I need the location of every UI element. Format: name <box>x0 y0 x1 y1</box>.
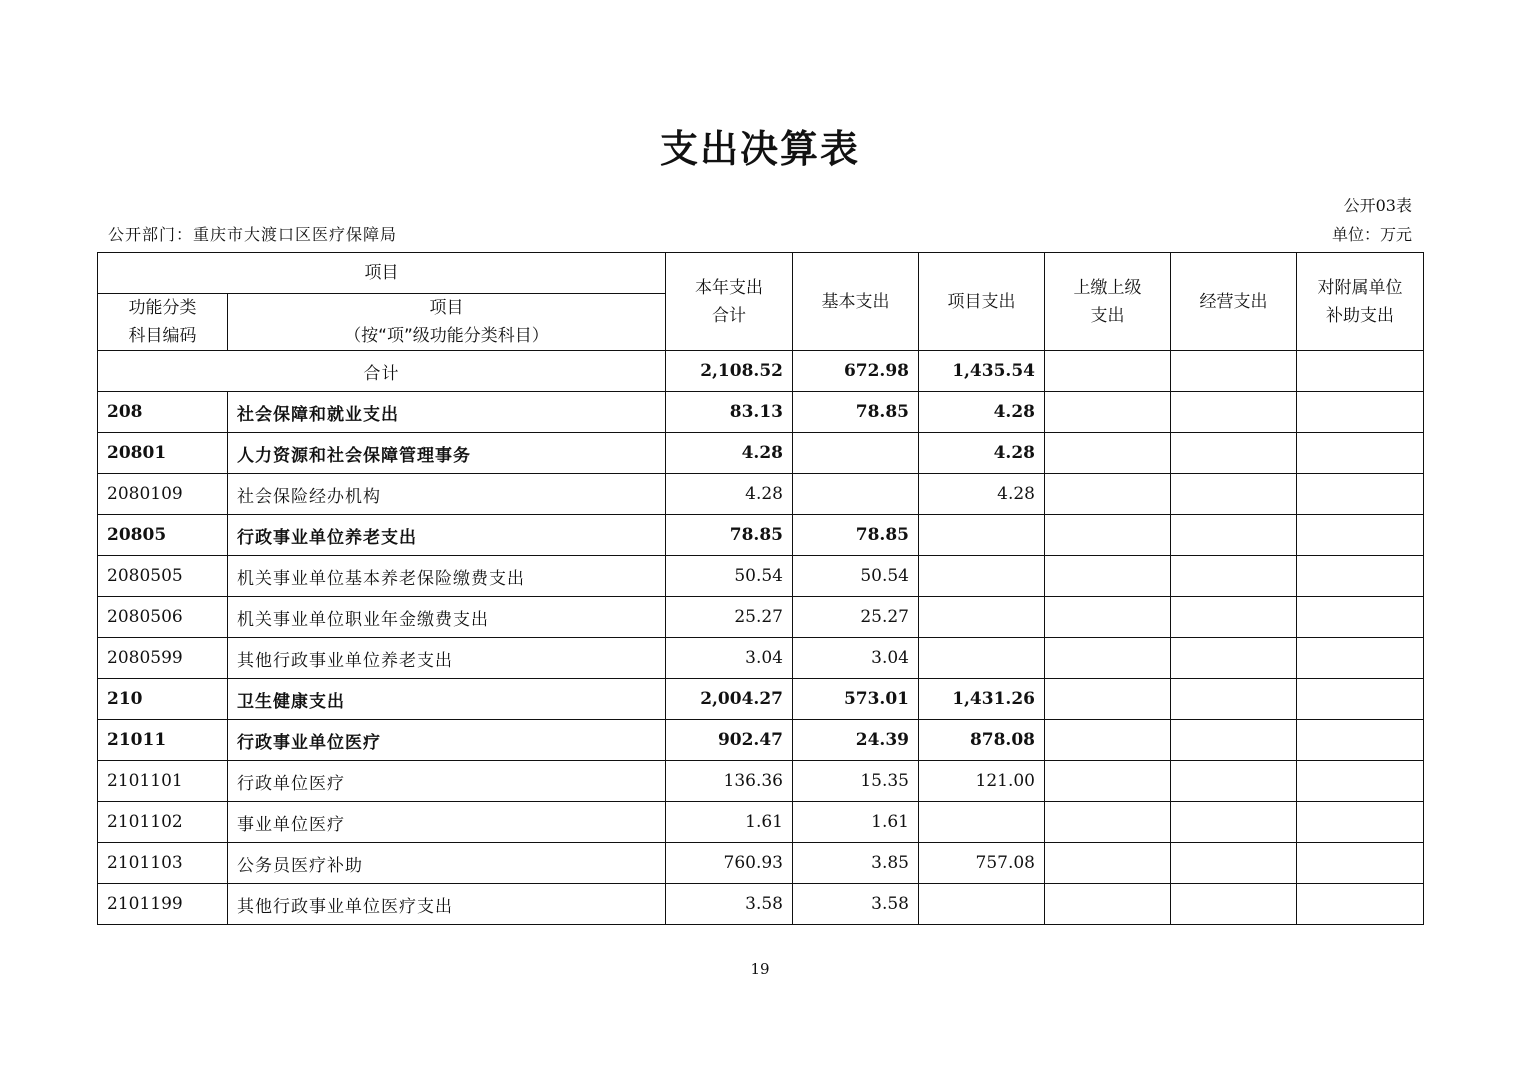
table-row <box>98 761 1424 802</box>
row-subsidy <box>1297 720 1424 761</box>
row-basic: 78.85 <box>793 515 919 556</box>
table-row <box>98 679 1424 720</box>
row-total: 902.47 <box>666 720 793 761</box>
row-name: 机关事业单位基本养老保险缴费支出 <box>228 556 666 597</box>
expenditure-table <box>97 252 1424 925</box>
row-total: 25.27 <box>666 597 793 638</box>
row-code: 210 <box>98 679 228 720</box>
table-row <box>98 638 1424 679</box>
row-name: 社会保障和就业支出 <box>228 392 666 433</box>
page-number: 19 <box>750 960 770 978</box>
row-name: 行政单位医疗 <box>228 761 666 802</box>
row-upper <box>1045 679 1171 720</box>
row-basic: 3.58 <box>793 884 919 925</box>
row-basic: 15.35 <box>793 761 919 802</box>
row-code: 208 <box>98 392 228 433</box>
table-row <box>98 802 1424 843</box>
total-project: 1,435.54 <box>919 351 1045 392</box>
row-upper <box>1045 474 1171 515</box>
row-upper <box>1045 638 1171 679</box>
row-operating <box>1171 515 1297 556</box>
row-basic: 25.27 <box>793 597 919 638</box>
row-project: 4.28 <box>919 474 1045 515</box>
total-upper <box>1045 351 1171 392</box>
row-subsidy <box>1297 843 1424 884</box>
row-total: 50.54 <box>666 556 793 597</box>
row-operating <box>1171 679 1297 720</box>
row-code: 2101199 <box>98 884 228 925</box>
total-row <box>98 351 1424 392</box>
row-basic: 1.61 <box>793 802 919 843</box>
row-code: 20805 <box>98 515 228 556</box>
header-name-line1: 项目 <box>429 298 464 318</box>
page-title: 支出决算表 <box>659 127 860 171</box>
row-project: 4.28 <box>919 392 1045 433</box>
row-subsidy <box>1297 884 1424 925</box>
row-basic <box>793 474 919 515</box>
row-total: 136.36 <box>666 761 793 802</box>
department-label: 公开部门：重庆市大渡口区医疗保障局 <box>108 225 398 244</box>
row-name: 其他行政事业单位医疗支出 <box>228 884 666 925</box>
header-item-group: 项目 <box>98 253 666 294</box>
row-project: 4.28 <box>919 433 1045 474</box>
row-total: 760.93 <box>666 843 793 884</box>
row-project <box>919 638 1045 679</box>
row-upper <box>1045 720 1171 761</box>
row-total: 1.61 <box>666 802 793 843</box>
row-total: 3.04 <box>666 638 793 679</box>
header-subsidy <box>1297 253 1424 351</box>
row-name: 人力资源和社会保障管理事务 <box>228 433 666 474</box>
row-code: 21011 <box>98 720 228 761</box>
header-subsidy-text: 对附属单位补助支出 <box>1317 277 1403 326</box>
header-code <box>98 294 228 351</box>
row-name: 机关事业单位职业年金缴费支出 <box>228 597 666 638</box>
header-upper <box>1045 253 1171 351</box>
header-upper-text: 上缴上级支出 <box>1073 277 1142 326</box>
row-operating <box>1171 597 1297 638</box>
row-code: 2080505 <box>98 556 228 597</box>
row-subsidy <box>1297 433 1424 474</box>
row-upper <box>1045 515 1171 556</box>
row-total: 4.28 <box>666 474 793 515</box>
form-number: 公开03表 <box>1343 196 1412 215</box>
row-subsidy <box>1297 515 1424 556</box>
row-project <box>919 556 1045 597</box>
row-basic: 3.85 <box>793 843 919 884</box>
header-total-text: 本年支出合计 <box>695 277 763 326</box>
row-subsidy <box>1297 802 1424 843</box>
row-total: 2,004.27 <box>666 679 793 720</box>
row-operating <box>1171 843 1297 884</box>
row-code: 2101101 <box>98 761 228 802</box>
row-project: 121.00 <box>919 761 1045 802</box>
header-total <box>666 253 793 351</box>
unit-label: 单位：万元 <box>1331 225 1412 244</box>
total-label: 合计 <box>98 351 666 392</box>
row-upper <box>1045 433 1171 474</box>
table-row <box>98 515 1424 556</box>
row-code: 2080599 <box>98 638 228 679</box>
total-amount: 2,108.52 <box>666 351 793 392</box>
row-code: 2101103 <box>98 843 228 884</box>
row-operating <box>1171 474 1297 515</box>
row-upper <box>1045 556 1171 597</box>
row-upper <box>1045 597 1171 638</box>
row-total: 3.58 <box>666 884 793 925</box>
row-basic <box>793 433 919 474</box>
row-subsidy <box>1297 597 1424 638</box>
row-total: 4.28 <box>666 433 793 474</box>
row-project: 878.08 <box>919 720 1045 761</box>
row-project <box>919 884 1045 925</box>
row-code: 2080109 <box>98 474 228 515</box>
row-upper <box>1045 802 1171 843</box>
row-project: 1,431.26 <box>919 679 1045 720</box>
table-row <box>98 474 1424 515</box>
row-subsidy <box>1297 392 1424 433</box>
row-project <box>919 597 1045 638</box>
row-code: 2101102 <box>98 802 228 843</box>
header-code-text: 功能分类科目编码 <box>128 298 197 346</box>
row-total: 78.85 <box>666 515 793 556</box>
row-name: 其他行政事业单位养老支出 <box>228 638 666 679</box>
row-name: 行政事业单位医疗 <box>228 720 666 761</box>
row-operating <box>1171 720 1297 761</box>
row-operating <box>1171 802 1297 843</box>
header-name-line2: （按“项”级功能分类科目） <box>344 326 549 346</box>
total-basic: 672.98 <box>793 351 919 392</box>
table-row <box>98 433 1424 474</box>
row-upper <box>1045 884 1171 925</box>
table-row <box>98 597 1424 638</box>
row-name: 公务员医疗补助 <box>228 843 666 884</box>
header-project: 项目支出 <box>919 253 1045 351</box>
row-operating <box>1171 638 1297 679</box>
row-code: 20801 <box>98 433 228 474</box>
row-name: 事业单位医疗 <box>228 802 666 843</box>
row-subsidy <box>1297 556 1424 597</box>
row-name: 卫生健康支出 <box>228 679 666 720</box>
row-name: 社会保险经办机构 <box>228 474 666 515</box>
row-upper <box>1045 761 1171 802</box>
table-row <box>98 392 1424 433</box>
row-operating <box>1171 556 1297 597</box>
row-subsidy <box>1297 474 1424 515</box>
row-code: 2080506 <box>98 597 228 638</box>
row-basic: 50.54 <box>793 556 919 597</box>
total-operating <box>1171 351 1297 392</box>
row-operating <box>1171 433 1297 474</box>
row-basic: 3.04 <box>793 638 919 679</box>
header-operating: 经营支出 <box>1171 253 1297 351</box>
total-subsidy <box>1297 351 1424 392</box>
row-project <box>919 515 1045 556</box>
row-operating <box>1171 392 1297 433</box>
row-basic: 24.39 <box>793 720 919 761</box>
table-row <box>98 843 1424 884</box>
row-upper <box>1045 392 1171 433</box>
row-operating <box>1171 761 1297 802</box>
row-subsidy <box>1297 761 1424 802</box>
row-operating <box>1171 884 1297 925</box>
row-project: 757.08 <box>919 843 1045 884</box>
table-row <box>98 720 1424 761</box>
row-upper <box>1045 843 1171 884</box>
row-subsidy <box>1297 638 1424 679</box>
row-name: 行政事业单位养老支出 <box>228 515 666 556</box>
row-subsidy <box>1297 679 1424 720</box>
row-project <box>919 802 1045 843</box>
row-basic: 573.01 <box>793 679 919 720</box>
table-row <box>98 884 1424 925</box>
row-total: 83.13 <box>666 392 793 433</box>
header-basic: 基本支出 <box>793 253 919 351</box>
table-row <box>98 556 1424 597</box>
header-name <box>228 294 666 351</box>
row-basic: 78.85 <box>793 392 919 433</box>
